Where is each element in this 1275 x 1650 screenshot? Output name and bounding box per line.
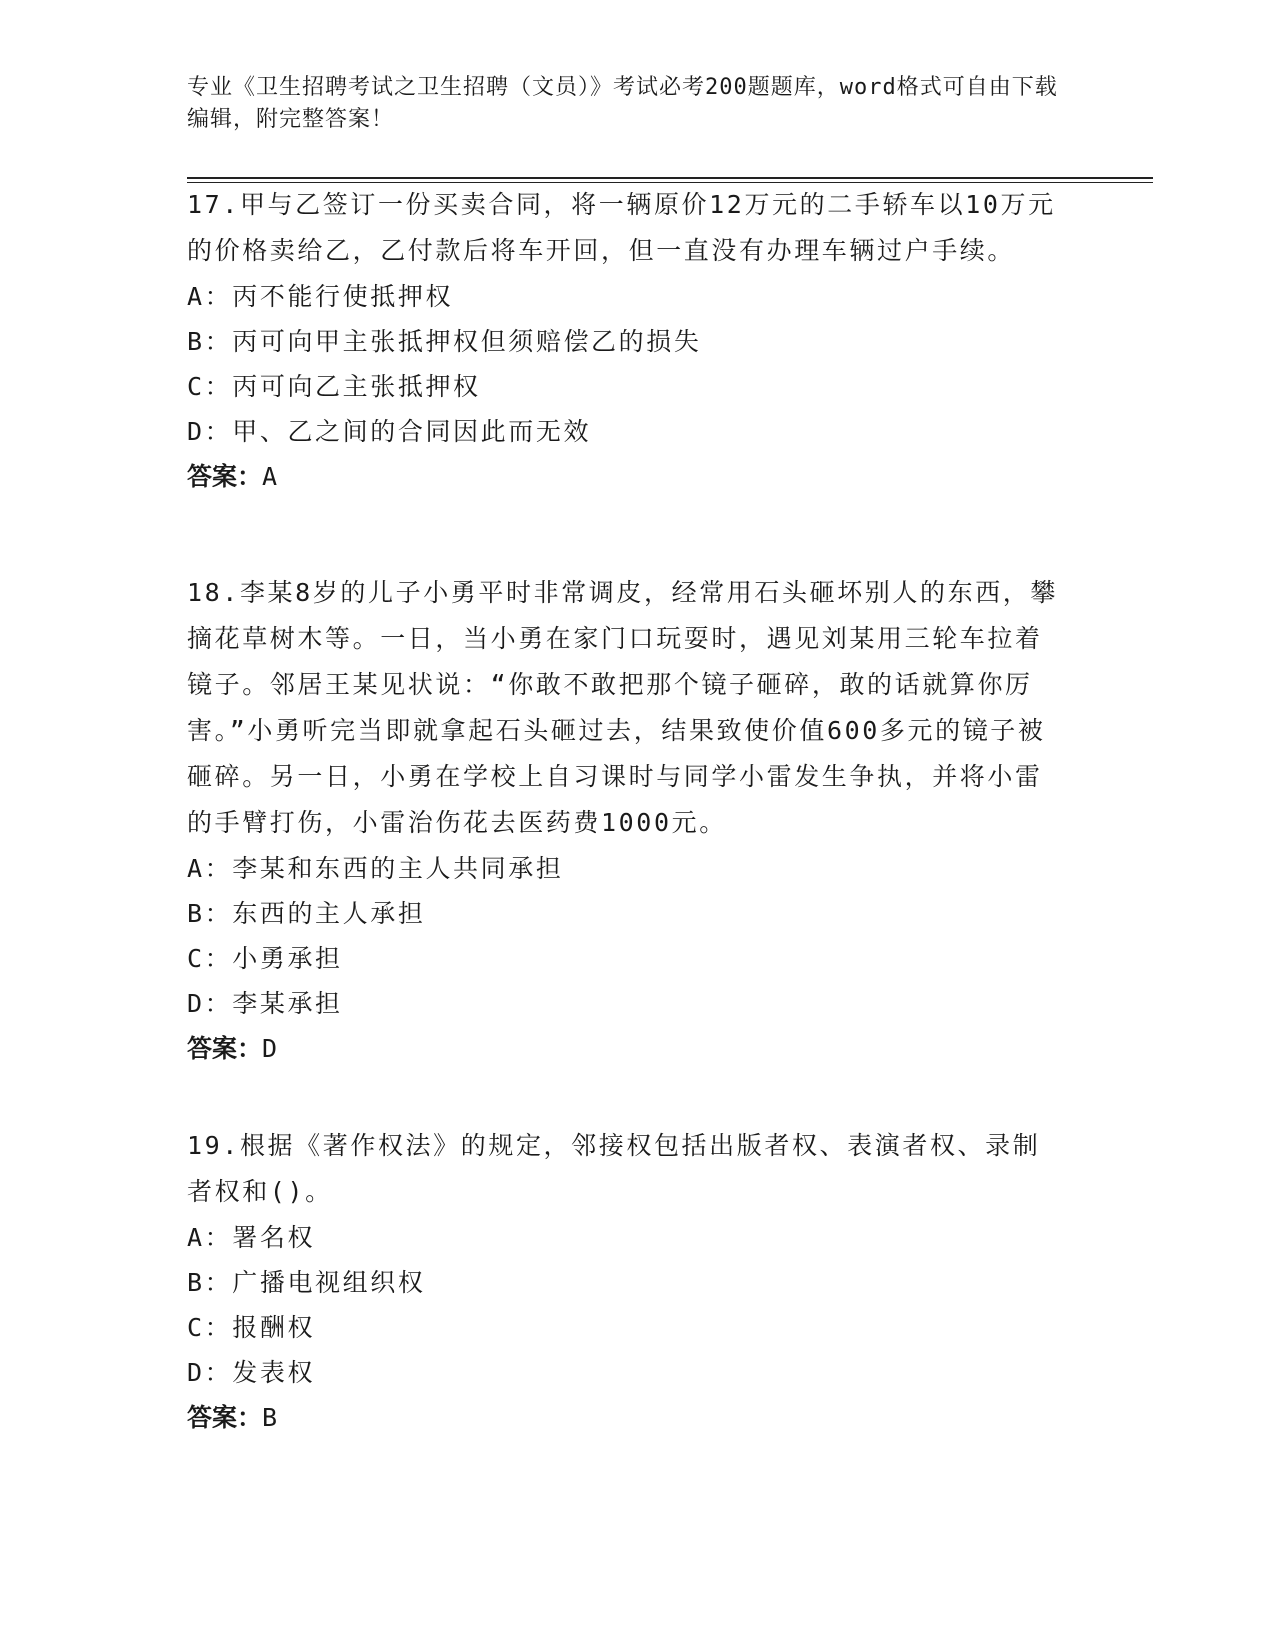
option-d: D：发表权 [187,1358,316,1387]
question-stem: 19.根据《著作权法》的规定，邻接权包括出版者权、表演者权、录制者权和()。 [187,1131,1041,1206]
answer-value: D [262,1034,278,1063]
option-a: A：丙不能行使抵押权 [187,282,454,311]
header-divider-thick [187,177,1153,179]
option-b: B：东西的主人承担 [187,899,426,928]
question-18 [187,570,1067,1071]
answer-label: 答案： [187,1403,263,1432]
option-d: D：李某承担 [187,989,343,1018]
document-header: 专业《卫生招聘考试之卫生招聘（文员）》考试必考200题题库，word格式可自由下载编辑，附完整答案！ [187,75,1058,132]
option-c: C：丙可向乙主张抵押权 [187,372,481,401]
answer-label: 答案： [187,462,263,491]
question-19 [187,1123,1067,1440]
option-d: D：甲、乙之间的合同因此而无效 [187,417,592,446]
option-a: A：署名权 [187,1223,316,1252]
answer-label: 答案： [187,1034,263,1063]
answer-value: A [262,462,278,491]
option-b: B：广播电视组织权 [187,1268,426,1297]
option-a: A：李某和东西的主人共同承担 [187,854,564,883]
question-stem: 18.李某8岁的儿子小勇平时非常调皮，经常用石头砸坏别人的东西，攀摘花草树木等。一日，当小勇在家门口玩耍时，遇见刘某用三轮车拉着镜子。邻居王某见状说：“你敢不敢把那个镜子砸碎，敢的话就算你厉害。”小勇听完当即就拿起石头砸过去，结果致使价值600多元的镜子被砸碎。另一日，小勇在学校上自习课时与同学小雷发生争执，并将小雷的手臂打伤，小雷治伤花去医药费1000元。 [187,578,1059,837]
answer-line [187,1395,1067,1440]
option-c: C：报酬权 [187,1313,316,1342]
answer-line [187,1026,1067,1071]
option-c: C：小勇承担 [187,944,343,973]
option-b: B：丙可向甲主张抵押权但须赔偿乙的损失 [187,327,702,356]
answer-value: B [262,1403,278,1432]
question-stem: 17.甲与乙签订一份买卖合同，将一辆原价12万元的二手轿车以10万元的价格卖给乙，乙付款后将车开回，但一直没有办理车辆过户手续。 [187,190,1056,265]
answer-line [187,454,1067,499]
question-17 [187,182,1067,499]
